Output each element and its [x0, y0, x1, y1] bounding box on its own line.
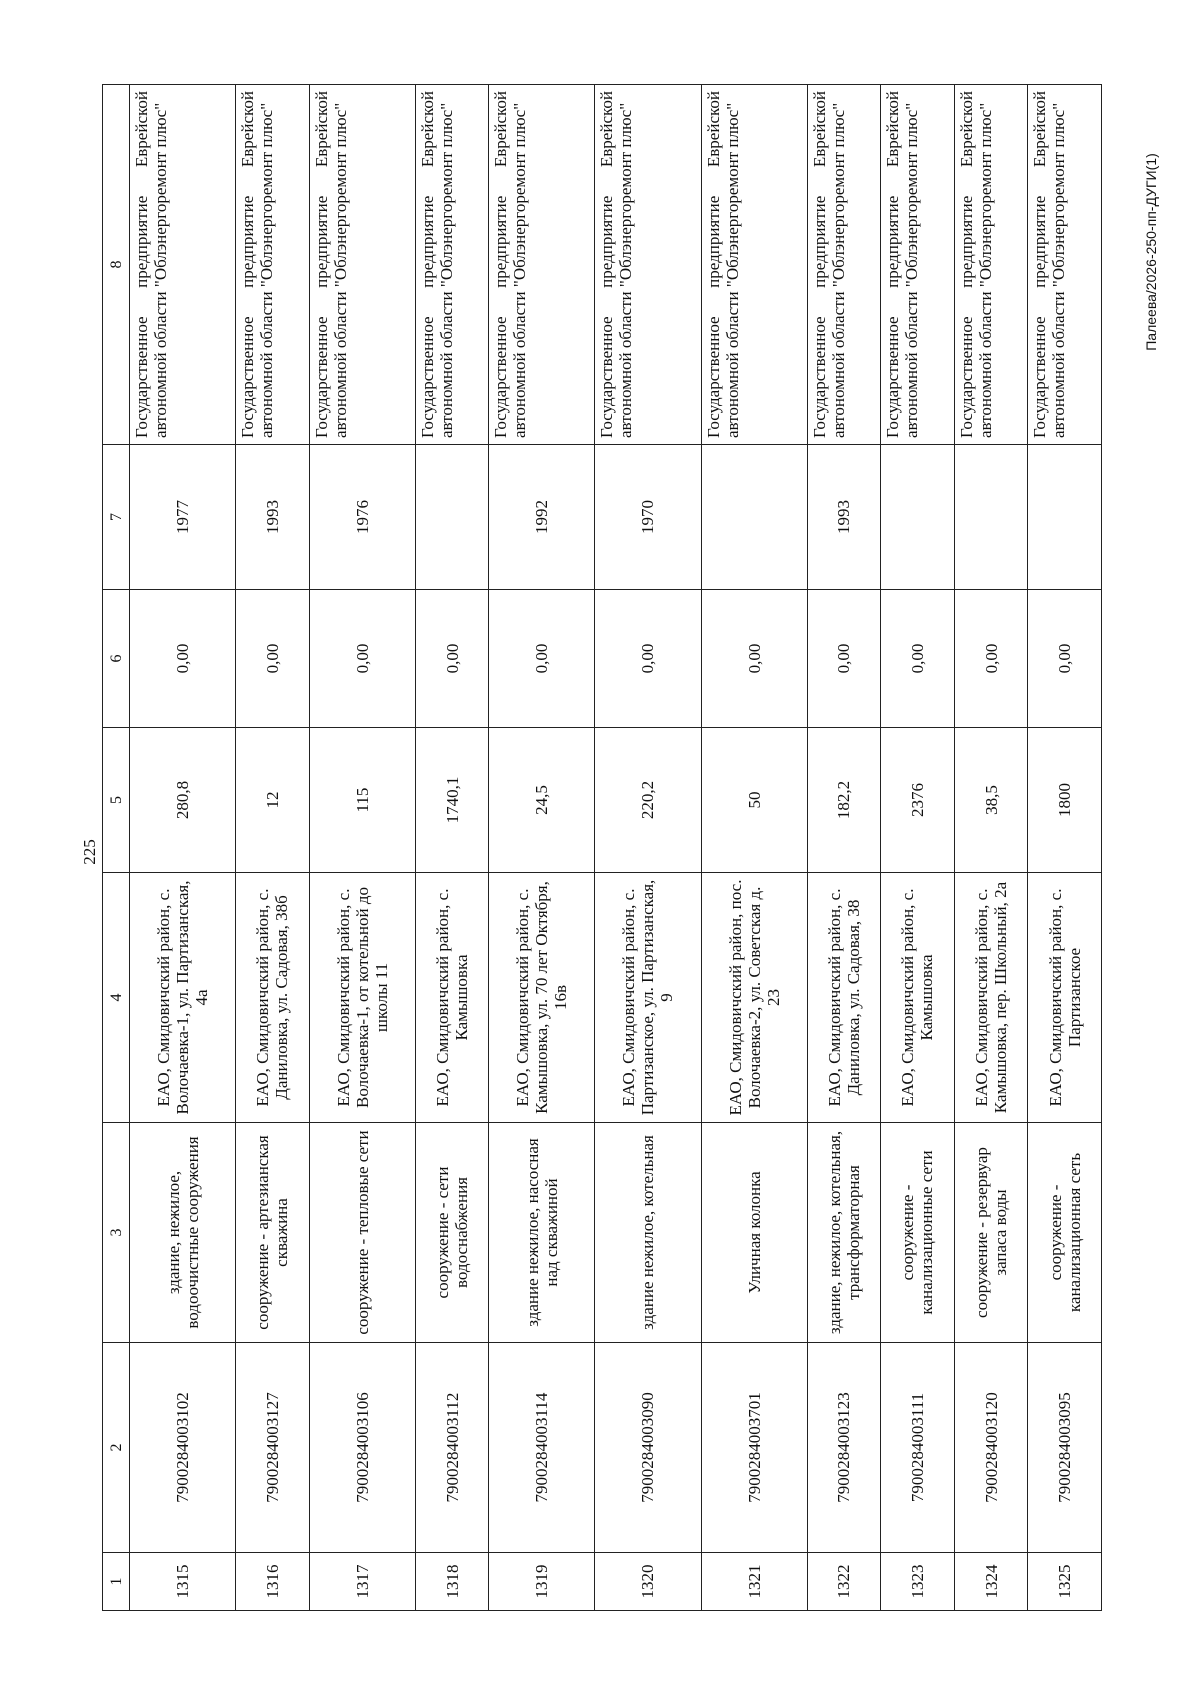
year-cell [415, 445, 489, 590]
object-type-cell: Уличная колонка [701, 1123, 807, 1343]
area-cell: 1740,1 [415, 728, 489, 873]
year-cell: 1976 [309, 445, 415, 590]
cadastral-code-cell: 7900284003106 [309, 1343, 415, 1553]
object-type-cell: сооружение - артезианская скважина [236, 1123, 310, 1343]
object-type-cell: сооружение - тепловые сети [309, 1123, 415, 1343]
year-cell: 1993 [236, 445, 310, 590]
year-cell: 1970 [595, 445, 701, 590]
holder-cell: Государственное предприятие Еврейской автономной области "Облэнергоремонт плюс" [701, 85, 807, 445]
area-cell: 2376 [881, 728, 955, 873]
object-type-cell: сооружение - канализационные сети [881, 1123, 955, 1343]
column-header-4: 4 [103, 873, 130, 1123]
table-row [954, 85, 1028, 1611]
holder-cell: Государственное предприятие Еврейской автономной области "Облэнергоремонт плюс" [954, 85, 1028, 445]
value-cell: 0,00 [309, 590, 415, 728]
value-cell: 0,00 [595, 590, 701, 728]
address-cell: ЕАО, Смидовичский район, с. Партизанское, ул. Партизанская, 9 [595, 873, 701, 1123]
address-cell: ЕАО, Смидовичский район, с. Партизанское [1028, 873, 1102, 1123]
header-row [103, 85, 130, 1611]
cadastral-code-cell: 7900284003120 [954, 1343, 1028, 1553]
cadastral-code-cell: 7900284003090 [595, 1343, 701, 1553]
area-cell: 115 [309, 728, 415, 873]
row-number-cell: 1320 [595, 1553, 701, 1611]
cadastral-code-cell: 7900284003095 [1028, 1343, 1102, 1553]
year-cell: 1993 [807, 445, 881, 590]
object-type-cell: здание нежилое, насосная над скважиной [489, 1123, 595, 1343]
cadastral-code-cell: 7900284003114 [489, 1343, 595, 1553]
value-cell: 0,00 [881, 590, 955, 728]
column-header-2: 2 [103, 1343, 130, 1553]
table-row [415, 85, 489, 1611]
holder-cell: Государственное предприятие Еврейской автономной области "Облэнергоремонт плюс" [881, 85, 955, 445]
address-cell: ЕАО, Смидовичский район, с. Даниловка, ул. Садовая, 38б [236, 873, 310, 1123]
area-cell: 12 [236, 728, 310, 873]
area-cell: 50 [701, 728, 807, 873]
object-type-cell: здание, нежилое, котельная, трансформаторная [807, 1123, 881, 1343]
object-type-cell: здание, нежилое, водоочистные сооружения [130, 1123, 236, 1343]
year-cell: 1992 [489, 445, 595, 590]
table-row [1028, 85, 1102, 1611]
year-cell [954, 445, 1028, 590]
cadastral-code-cell: 7900284003112 [415, 1343, 489, 1553]
column-header-5: 5 [103, 728, 130, 873]
area-cell: 280,8 [130, 728, 236, 873]
row-number-cell: 1323 [881, 1553, 955, 1611]
year-cell [1028, 445, 1102, 590]
column-header-1: 1 [103, 1553, 130, 1611]
table-row [881, 85, 955, 1611]
cadastral-code-cell: 7900284003102 [130, 1343, 236, 1553]
row-number-cell: 1324 [954, 1553, 1028, 1611]
holder-cell: Государственное предприятие Еврейской автономной области "Облэнергоремонт плюс" [130, 85, 236, 445]
row-number-cell: 1321 [701, 1553, 807, 1611]
object-type-cell: здание нежилое, котельная [595, 1123, 701, 1343]
table-row [701, 85, 807, 1611]
holder-cell: Государственное предприятие Еврейской автономной области "Облэнергоремонт плюс" [489, 85, 595, 445]
address-cell: ЕАО, Смидовичский район, пос. Волочаевка-2, ул. Советская д. 23 [701, 873, 807, 1123]
holder-cell: Государственное предприятие Еврейской автономной области "Облэнергоремонт плюс" [807, 85, 881, 445]
table-row [595, 85, 701, 1611]
row-number-cell: 1318 [415, 1553, 489, 1611]
area-cell: 182,2 [807, 728, 881, 873]
year-cell [701, 445, 807, 590]
cadastral-code-cell: 7900284003701 [701, 1343, 807, 1553]
value-cell: 0,00 [1028, 590, 1102, 728]
row-number-cell: 1319 [489, 1553, 595, 1611]
document-code: Палеева/2026-250-пп-ДУГИ(1) [1143, 153, 1159, 351]
cadastral-code-cell: 7900284003123 [807, 1343, 881, 1553]
value-cell: 0,00 [130, 590, 236, 728]
column-header-7: 7 [103, 445, 130, 590]
holder-cell: Государственное предприятие Еврейской автономной области "Облэнергоремонт плюс" [415, 85, 489, 445]
property-registry-table [102, 84, 1102, 1611]
area-cell: 38,5 [954, 728, 1028, 873]
table-row [309, 85, 415, 1611]
object-type-cell: сооружение - сети водоснабжения [415, 1123, 489, 1343]
registry-table-container [102, 85, 1102, 1611]
value-cell: 0,00 [489, 590, 595, 728]
holder-cell: Государственное предприятие Еврейской автономной области "Облэнергоремонт плюс" [236, 85, 310, 445]
table-row [130, 85, 236, 1611]
column-header-8: 8 [103, 85, 130, 445]
row-number-cell: 1316 [236, 1553, 310, 1611]
table-row [236, 85, 310, 1611]
column-header-6: 6 [103, 590, 130, 728]
address-cell: ЕАО, Смидовичский район, с. Камышовка [415, 873, 489, 1123]
value-cell: 0,00 [236, 590, 310, 728]
object-type-cell: сооружение - резервуар запаса воды [954, 1123, 1028, 1343]
value-cell: 0,00 [807, 590, 881, 728]
cadastral-code-cell: 7900284003111 [881, 1343, 955, 1553]
holder-cell: Государственное предприятие Еврейской автономной области "Облэнергоремонт плюс" [309, 85, 415, 445]
address-cell: ЕАО, Смидовичский район, с. Камышовка, ул. 70 лет Октября, 16в [489, 873, 595, 1123]
holder-cell: Государственное предприятие Еврейской автономной области "Облэнергоремонт плюс" [595, 85, 701, 445]
value-cell: 0,00 [415, 590, 489, 728]
value-cell: 0,00 [954, 590, 1028, 728]
area-cell: 220,2 [595, 728, 701, 873]
row-number-cell: 1317 [309, 1553, 415, 1611]
column-header-3: 3 [103, 1123, 130, 1343]
year-cell [881, 445, 955, 590]
address-cell: ЕАО, Смидовичский район, с. Волочаевка-1, от котельной до школы 11 [309, 873, 415, 1123]
table-body [130, 85, 1102, 1611]
address-cell: ЕАО, Смидовичский район, с. Даниловка, ул. Садовая, 38 [807, 873, 881, 1123]
year-cell: 1977 [130, 445, 236, 590]
row-number-cell: 1322 [807, 1553, 881, 1611]
row-number-cell: 1315 [130, 1553, 236, 1611]
address-cell: ЕАО, Смидовичский район, с. Камышовка [881, 873, 955, 1123]
table-row [489, 85, 595, 1611]
area-cell: 24,5 [489, 728, 595, 873]
address-cell: ЕАО, Смидовичский район, с. Волочаевка-1, ул. Партизанская, 4а [130, 873, 236, 1123]
row-number-cell: 1325 [1028, 1553, 1102, 1611]
area-cell: 1800 [1028, 728, 1102, 873]
object-type-cell: сооружение - канализационная сеть [1028, 1123, 1102, 1343]
address-cell: ЕАО, Смидовичский район, с. Камышовка, пер. Школьный, 2а [954, 873, 1028, 1123]
holder-cell: Государственное предприятие Еврейской автономной области "Облэнергоремонт плюс" [1028, 85, 1102, 445]
value-cell: 0,00 [701, 590, 807, 728]
table-row [807, 85, 881, 1611]
page-number: 225 [80, 839, 99, 865]
cadastral-code-cell: 7900284003127 [236, 1343, 310, 1553]
